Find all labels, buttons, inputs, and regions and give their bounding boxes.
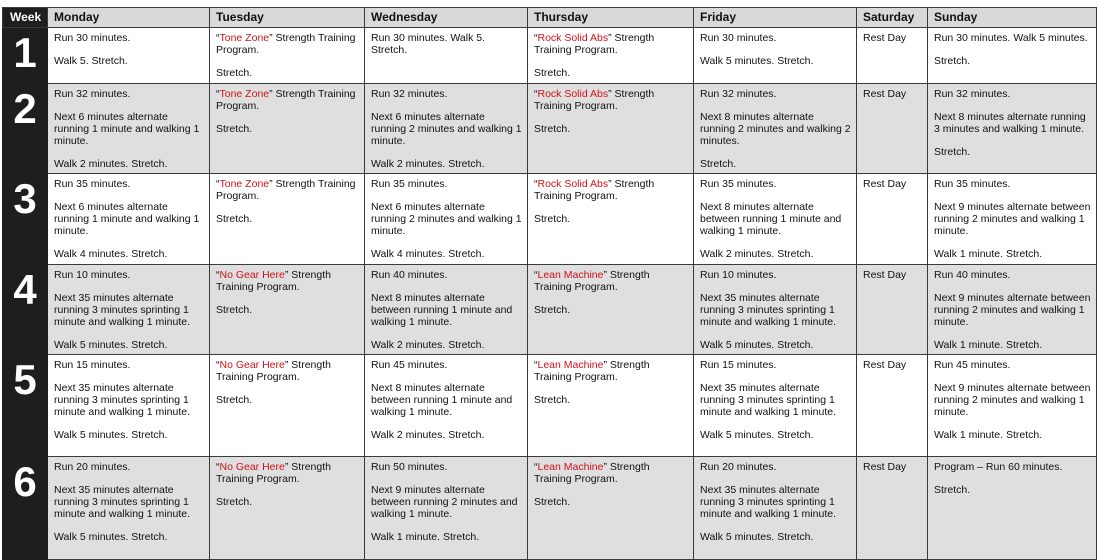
activity-text: Run 35 minutes.: [700, 178, 777, 190]
activity-text: Run 40 minutes.: [934, 269, 1011, 281]
activity-text: Run 20 minutes.: [700, 461, 777, 473]
activity-line: [54, 359, 204, 371]
week-row: [3, 28, 1097, 84]
activity-line: [934, 382, 1091, 418]
activity-text: Run 30 minutes. Walk 5. Stretch.: [371, 32, 485, 56]
activity-text: ” Strength Training Program.: [216, 461, 331, 485]
header-thursday: Thursday: [528, 8, 694, 28]
activity-text: Walk 5 minutes. Stretch.: [700, 531, 814, 543]
activity-text: Next 9 minutes alternate between running 2 minutes and walking 1 minute.: [934, 382, 1091, 418]
header-tuesday: Tuesday: [210, 8, 365, 28]
activity-text: ” Strength Training Program.: [216, 88, 356, 112]
day-cell-wednesday: [365, 174, 528, 265]
activity-text: “: [534, 359, 538, 371]
activity-text: Stretch.: [216, 304, 253, 316]
activity-text: Next 6 minutes alternate running 1 minute and walking 1 minute.: [54, 201, 200, 237]
day-cell-wednesday: [365, 28, 528, 84]
program-name: Tone Zone: [219, 88, 270, 100]
activity-text: Stretch.: [534, 496, 571, 508]
activity-text: ” Strength Training Program.: [534, 88, 655, 112]
activity-line: [54, 429, 204, 441]
day-cell-wednesday: [365, 84, 528, 174]
header-sunday: Sunday: [928, 8, 1097, 28]
day-cell-saturday: [857, 174, 928, 265]
activity-line: [54, 484, 204, 520]
activity-text: Run 30 minutes. Walk 5 minutes.: [934, 32, 1088, 44]
day-cell-saturday: [857, 84, 928, 174]
activity-line: [700, 339, 851, 351]
activity-text: Stretch.: [934, 55, 971, 67]
week-row: [3, 355, 1097, 457]
day-cell-friday: [694, 28, 857, 84]
day-cell-thursday: [528, 174, 694, 265]
activity-line: [216, 178, 359, 202]
activity-line: [216, 304, 359, 316]
day-cell-tuesday: [210, 174, 365, 265]
activity-line: [216, 123, 359, 135]
activity-text: Walk 1 minute. Stretch.: [934, 429, 1043, 441]
day-cell-sunday: [928, 355, 1097, 457]
week-number: 5: [3, 355, 48, 457]
activity-text: Run 45 minutes.: [934, 359, 1011, 371]
activity-line: [54, 531, 204, 543]
day-cell-tuesday: [210, 28, 365, 84]
activity-text: Walk 5 minutes. Stretch.: [54, 339, 168, 351]
activity-line: [534, 359, 688, 383]
activity-line: [863, 269, 922, 281]
activity-text: Walk 5. Stretch.: [54, 55, 128, 67]
week-number: 4: [3, 265, 48, 355]
activity-text: Stretch.: [216, 123, 253, 135]
activity-text: Next 35 minutes alternate running 3 minutes sprinting 1 minute and walking 1 minute.: [54, 292, 190, 328]
activity-text: Run 15 minutes.: [700, 359, 777, 371]
activity-text: Walk 4 minutes. Stretch.: [54, 248, 168, 260]
activity-line: [216, 213, 359, 225]
activity-text: Stretch.: [216, 496, 253, 508]
activity-line: [934, 359, 1091, 371]
activity-text: Walk 1 minute. Stretch.: [934, 248, 1043, 260]
activity-text: ” Strength Training Program.: [216, 359, 331, 383]
activity-line: [934, 32, 1091, 44]
activity-line: [934, 55, 1091, 67]
day-cell-monday: [48, 28, 210, 84]
activity-text: Walk 2 minutes. Stretch.: [54, 158, 168, 170]
activity-line: [934, 269, 1091, 281]
activity-text: Run 10 minutes.: [54, 269, 131, 281]
day-cell-saturday: [857, 355, 928, 457]
week-row: [3, 84, 1097, 174]
activity-line: [534, 178, 688, 202]
day-cell-friday: [694, 457, 857, 560]
activity-line: [700, 32, 851, 44]
activity-text: “: [216, 269, 220, 281]
day-cell-tuesday: [210, 84, 365, 174]
activity-line: [934, 339, 1091, 351]
activity-text: Run 32 minutes.: [371, 88, 448, 100]
activity-line: [934, 292, 1091, 328]
week-number: 3: [3, 174, 48, 265]
week-number: 6: [3, 457, 48, 560]
day-cell-thursday: [528, 84, 694, 174]
activity-text: Rest Day: [863, 32, 907, 44]
activity-line: [534, 304, 688, 316]
header-saturday: Saturday: [857, 8, 928, 28]
activity-text: Next 35 minutes alternate running 3 minutes sprinting 1 minute and walking 1 minute.: [700, 292, 836, 328]
activity-line: [700, 484, 851, 520]
activity-text: Rest Day: [863, 88, 907, 100]
day-cell-saturday: [857, 28, 928, 84]
activity-text: Stretch.: [934, 484, 971, 496]
activity-text: Rest Day: [863, 461, 907, 473]
day-cell-thursday: [528, 265, 694, 355]
day-cell-wednesday: [365, 265, 528, 355]
activity-text: Walk 1 minute. Stretch.: [934, 339, 1043, 351]
week-number: 2: [3, 84, 48, 174]
activity-text: Next 8 minutes alternate running 3 minutes and walking 1 minute.: [934, 111, 1086, 135]
activity-line: [54, 269, 204, 281]
program-name: Rock Solid Abs: [537, 178, 609, 190]
day-cell-friday: [694, 265, 857, 355]
day-cell-sunday: [928, 28, 1097, 84]
activity-text: Next 8 minutes alternate between running 1 minute and walking 1 minute.: [700, 201, 842, 237]
activity-text: Walk 5 minutes. Stretch.: [700, 429, 814, 441]
activity-line: [700, 111, 851, 147]
activity-text: Next 8 minutes alternate running 2 minutes and walking 2 minutes.: [700, 111, 851, 147]
activity-line: [54, 382, 204, 418]
activity-line: [54, 461, 204, 473]
activity-line: [54, 292, 204, 328]
activity-text: Next 6 minutes alternate running 1 minute and walking 1 minute.: [54, 111, 200, 147]
program-name: No Gear Here: [219, 461, 285, 473]
activity-text: “: [534, 461, 538, 473]
activity-line: [371, 201, 522, 237]
activity-line: [700, 292, 851, 328]
activity-text: “: [216, 32, 220, 44]
activity-line: [54, 32, 204, 44]
day-cell-monday: [48, 84, 210, 174]
activity-text: Next 35 minutes alternate running 3 minutes sprinting 1 minute and walking 1 minute.: [700, 484, 836, 520]
program-name: Rock Solid Abs: [537, 88, 609, 100]
day-cell-friday: [694, 84, 857, 174]
activity-line: [54, 339, 204, 351]
activity-line: [54, 248, 204, 260]
activity-text: Run 40 minutes.: [371, 269, 448, 281]
activity-line: [700, 382, 851, 418]
activity-text: “: [216, 88, 220, 100]
activity-line: [371, 32, 522, 56]
day-cell-thursday: [528, 28, 694, 84]
activity-text: Run 15 minutes.: [54, 359, 131, 371]
activity-line: [863, 88, 922, 100]
week-row: [3, 457, 1097, 560]
activity-line: [700, 178, 851, 190]
activity-line: [934, 461, 1091, 473]
activity-line: [700, 55, 851, 67]
activity-line: [371, 178, 522, 190]
day-cell-monday: [48, 265, 210, 355]
activity-text: “: [216, 359, 220, 371]
activity-line: [700, 531, 851, 543]
day-cell-sunday: [928, 457, 1097, 560]
activity-line: [216, 67, 359, 79]
activity-line: [371, 484, 522, 520]
activity-line: [534, 496, 688, 508]
activity-text: Stretch.: [934, 146, 971, 158]
activity-line: [216, 359, 359, 383]
activity-line: [700, 269, 851, 281]
activity-text: Stretch.: [534, 394, 571, 406]
activity-text: Stretch.: [216, 213, 253, 225]
day-cell-thursday: [528, 457, 694, 560]
week-row: [3, 174, 1097, 265]
activity-text: Stretch.: [534, 67, 571, 79]
activity-text: Run 32 minutes.: [934, 88, 1011, 100]
activity-line: [534, 32, 688, 56]
day-cell-tuesday: [210, 355, 365, 457]
activity-text: Next 8 minutes alternate between running 1 minute and walking 1 minute.: [371, 292, 513, 328]
day-cell-monday: [48, 174, 210, 265]
activity-text: Run 32 minutes.: [700, 88, 777, 100]
activity-text: Next 35 minutes alternate running 3 minutes sprinting 1 minute and walking 1 minute.: [700, 382, 836, 418]
week-row: [3, 265, 1097, 355]
activity-line: [216, 269, 359, 293]
activity-line: [371, 88, 522, 100]
day-cell-friday: [694, 174, 857, 265]
header-friday: Friday: [694, 8, 857, 28]
activity-text: Run 35 minutes.: [371, 178, 448, 190]
activity-line: [700, 88, 851, 100]
activity-line: [534, 269, 688, 293]
activity-line: [534, 88, 688, 112]
activity-text: Run 32 minutes.: [54, 88, 131, 100]
activity-text: Next 9 minutes alternate between running 2 minutes and walking 1 minute.: [371, 484, 518, 520]
header-week: Week: [3, 8, 48, 28]
activity-text: ” Strength Training Program.: [216, 32, 356, 56]
activity-line: [863, 178, 922, 190]
day-cell-saturday: [857, 265, 928, 355]
training-schedule-table: [2, 7, 1097, 560]
activity-text: Walk 2 minutes. Stretch.: [371, 429, 485, 441]
activity-text: Next 9 minutes alternate between running 2 minutes and walking 1 minute.: [934, 201, 1091, 237]
activity-text: Run 20 minutes.: [54, 461, 131, 473]
activity-text: ” Strength Training Program.: [216, 269, 331, 293]
activity-line: [700, 461, 851, 473]
activity-line: [534, 461, 688, 485]
activity-text: “: [534, 88, 538, 100]
activity-line: [54, 158, 204, 170]
header-wednesday: Wednesday: [365, 8, 528, 28]
program-name: Rock Solid Abs: [537, 32, 609, 44]
activity-text: ” Strength Training Program.: [534, 32, 655, 56]
activity-text: Program – Run 60 minutes.: [934, 461, 1063, 473]
activity-text: Next 35 minutes alternate running 3 minutes sprinting 1 minute and walking 1 minute.: [54, 382, 190, 418]
activity-line: [371, 531, 522, 543]
header-monday: Monday: [48, 8, 210, 28]
activity-line: [371, 461, 522, 473]
activity-text: Walk 5 minutes. Stretch.: [54, 429, 168, 441]
activity-text: Run 35 minutes.: [54, 178, 131, 190]
activity-text: Run 35 minutes.: [934, 178, 1011, 190]
day-cell-wednesday: [365, 457, 528, 560]
program-name: Lean Machine: [537, 359, 604, 371]
activity-text: “: [534, 178, 538, 190]
activity-text: Rest Day: [863, 178, 907, 190]
activity-text: ” Strength Training Program.: [216, 178, 356, 202]
activity-line: [371, 339, 522, 351]
activity-line: [371, 248, 522, 260]
activity-line: [216, 394, 359, 406]
activity-text: Run 30 minutes.: [700, 32, 777, 44]
activity-line: [700, 158, 851, 170]
activity-line: [534, 394, 688, 406]
activity-text: ” Strength Training Program.: [534, 178, 655, 202]
activity-text: Next 6 minutes alternate running 2 minutes and walking 1 minute.: [371, 201, 522, 237]
activity-line: [934, 88, 1091, 100]
activity-text: Rest Day: [863, 359, 907, 371]
activity-line: [534, 67, 688, 79]
activity-text: “: [216, 178, 220, 190]
day-cell-wednesday: [365, 355, 528, 457]
activity-line: [371, 359, 522, 371]
activity-line: [216, 32, 359, 56]
activity-line: [534, 123, 688, 135]
activity-line: [934, 248, 1091, 260]
activity-text: Walk 1 minute. Stretch.: [371, 531, 480, 543]
activity-text: Walk 5 minutes. Stretch.: [700, 55, 814, 67]
activity-line: [54, 55, 204, 67]
activity-text: Rest Day: [863, 269, 907, 281]
activity-text: Walk 4 minutes. Stretch.: [371, 248, 485, 260]
day-cell-monday: [48, 457, 210, 560]
activity-line: [534, 213, 688, 225]
activity-text: Stretch.: [700, 158, 737, 170]
activity-line: [934, 146, 1091, 158]
activity-text: Run 50 minutes.: [371, 461, 448, 473]
activity-text: Stretch.: [534, 213, 571, 225]
activity-text: Run 45 minutes.: [371, 359, 448, 371]
activity-text: Walk 2 minutes. Stretch.: [371, 158, 485, 170]
activity-text: Walk 5 minutes. Stretch.: [700, 339, 814, 351]
activity-line: [371, 429, 522, 441]
activity-line: [934, 111, 1091, 135]
program-name: Lean Machine: [537, 461, 604, 473]
activity-line: [54, 201, 204, 237]
activity-line: [934, 178, 1091, 190]
program-name: Lean Machine: [537, 269, 604, 281]
activity-text: Next 35 minutes alternate running 3 minutes sprinting 1 minute and walking 1 minute.: [54, 484, 190, 520]
activity-line: [371, 382, 522, 418]
day-cell-sunday: [928, 84, 1097, 174]
activity-text: Stretch.: [534, 123, 571, 135]
activity-text: Stretch.: [216, 67, 253, 79]
activity-line: [863, 359, 922, 371]
day-cell-friday: [694, 355, 857, 457]
day-cell-tuesday: [210, 457, 365, 560]
activity-line: [700, 248, 851, 260]
activity-text: Next 8 minutes alternate between running 1 minute and walking 1 minute.: [371, 382, 513, 418]
activity-text: ” Strength Training Program.: [534, 461, 650, 485]
activity-line: [371, 292, 522, 328]
header-row: [3, 8, 1097, 28]
program-name: No Gear Here: [219, 359, 285, 371]
activity-text: Walk 2 minutes. Stretch.: [700, 248, 814, 260]
activity-text: Stretch.: [216, 394, 253, 406]
week-number: 1: [3, 28, 48, 84]
activity-text: Walk 2 minutes. Stretch.: [371, 339, 485, 351]
activity-line: [863, 32, 922, 44]
activity-text: Stretch.: [534, 304, 571, 316]
activity-text: ” Strength Training Program.: [534, 359, 650, 383]
day-cell-sunday: [928, 174, 1097, 265]
day-cell-monday: [48, 355, 210, 457]
activity-text: “: [534, 32, 538, 44]
day-cell-thursday: [528, 355, 694, 457]
activity-line: [700, 201, 851, 237]
day-cell-sunday: [928, 265, 1097, 355]
program-name: No Gear Here: [219, 269, 285, 281]
program-name: Tone Zone: [219, 32, 270, 44]
activity-line: [54, 88, 204, 100]
activity-text: ” Strength Training Program.: [534, 269, 650, 293]
activity-line: [863, 461, 922, 473]
activity-text: “: [534, 269, 538, 281]
activity-text: Next 6 minutes alternate running 2 minutes and walking 1 minute.: [371, 111, 522, 147]
activity-text: Next 9 minutes alternate between running 2 minutes and walking 1 minute.: [934, 292, 1091, 328]
activity-line: [700, 359, 851, 371]
program-name: Tone Zone: [219, 178, 270, 190]
activity-line: [216, 88, 359, 112]
activity-line: [700, 429, 851, 441]
activity-line: [216, 461, 359, 485]
activity-line: [54, 111, 204, 147]
activity-text: Walk 5 minutes. Stretch.: [54, 531, 168, 543]
schedule-body: [3, 28, 1097, 560]
activity-text: “: [216, 461, 220, 473]
activity-line: [934, 484, 1091, 496]
day-cell-tuesday: [210, 265, 365, 355]
activity-text: Run 30 minutes.: [54, 32, 131, 44]
activity-line: [934, 429, 1091, 441]
activity-line: [371, 158, 522, 170]
activity-text: Run 10 minutes.: [700, 269, 777, 281]
activity-line: [54, 178, 204, 190]
activity-line: [934, 201, 1091, 237]
activity-line: [371, 269, 522, 281]
day-cell-saturday: [857, 457, 928, 560]
activity-line: [216, 496, 359, 508]
activity-line: [371, 111, 522, 147]
